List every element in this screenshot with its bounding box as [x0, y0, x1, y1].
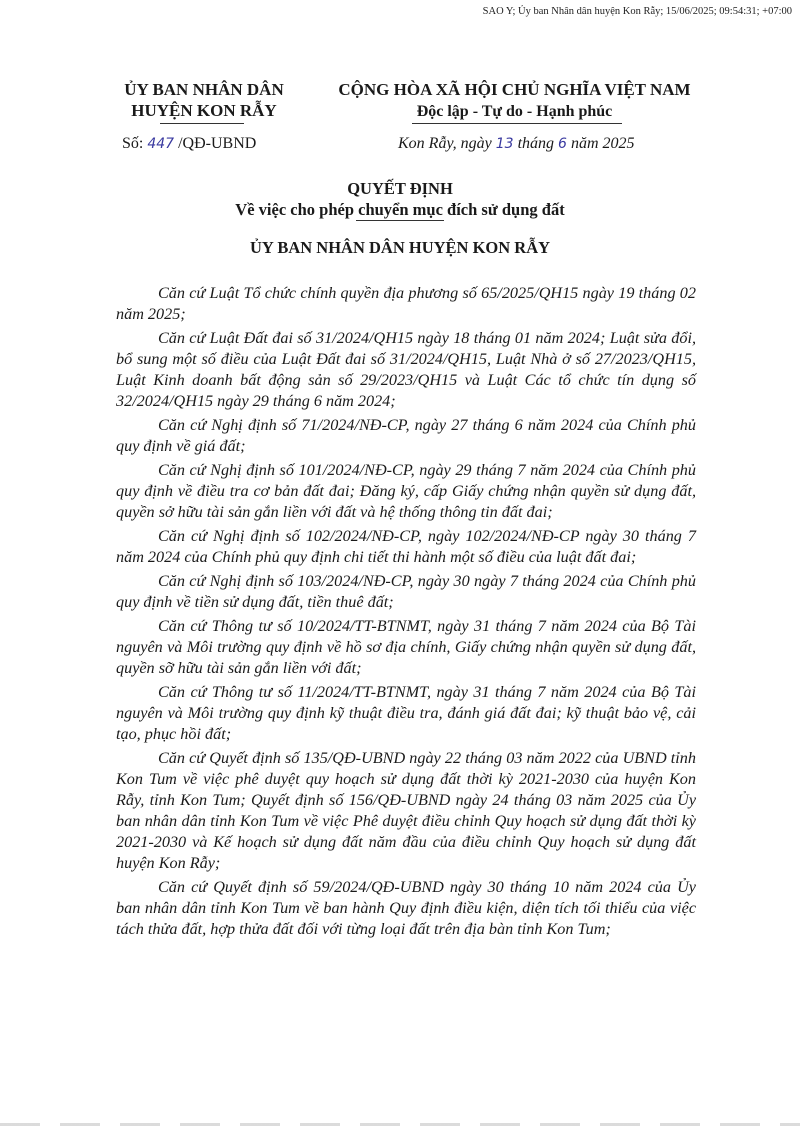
- nation-line-1: CỘNG HÒA XÃ HỘI CHỦ NGHĨA VIỆT NAM: [338, 80, 691, 99]
- date-month-label: tháng: [513, 135, 559, 152]
- legal-basis-paragraph: Căn cứ Quyết định số 135/QĐ-UBND ngày 22 tháng 03 năm 2022 của UBND tỉnh Kon Tum về việc phê duyệt quy hoạch sử dụng đất thời kỳ 2021-2030 của huyện Kon Rẫy, tỉnh Kon Tum; Quyết định số 156/QĐ-UBND ngày 24 tháng 03 năm 2025 của Ủy ban nhân dân tỉnh Kon Tum về việc Phê duyệt điều chỉnh Quy hoạch sử dụng đất thời kỳ 2021-2030 và Kế hoạch sử dụng đất năm đầu của điều chỉnh Quy hoạch sử dụng đất huyện Kon Rẫy;: [116, 749, 696, 872]
- decision-title: QUYẾT ĐỊNH: [347, 179, 453, 198]
- doc-number-handwritten: 447: [147, 136, 175, 152]
- legal-basis-paragraph: Căn cứ Nghị định số 101/2024/NĐ-CP, ngày 29 tháng 7 năm 2024 của Chính phủ quy định về điều tra cơ bản đất đai; Đăng ký, cấp Giấy chứng nhận quyền sử dụng đất, quyền sở hữu tài sản gắn liền với đất và hệ thống thông tin đất đai;: [116, 461, 696, 521]
- motto-underline: [412, 123, 622, 124]
- decision-subject: Về việc cho phép chuyển mục đích sử dụng đất: [235, 200, 565, 219]
- legal-basis-paragraph: Căn cứ Luật Đất đai số 31/2024/QH15 ngày 18 tháng 01 năm 2024; Luật sửa đổi, bổ sung một số điều của Luật Đất đai số 31/2024/QH15, Luật Nhà ở số 27/2023/QH15, Luật Kinh doanh bất động sản số 29/2023/QH15 và Luật Các tổ chức tín dụng số 32/2024/QH15 ngày 29 tháng 6 năm 2024;: [116, 329, 696, 410]
- subject-underline: [356, 220, 444, 221]
- national-motto: Độc lập - Tự do - Hạnh phúc: [416, 103, 613, 120]
- document-title-block: [0, 178, 800, 220]
- date-day-handwritten: 13: [495, 136, 514, 152]
- digital-copy-stamp: SAO Y; Ủy ban Nhân dân huyện Kon Rẫy; 15/06/2025; 09:54:31; +07:00: [482, 6, 792, 17]
- org-line-2: HUYỆN KON RẪY: [131, 101, 277, 120]
- national-header: [312, 79, 717, 122]
- legal-basis-paragraph: Căn cứ Nghị định số 103/2024/NĐ-CP, ngày 30 ngày 7 tháng 2024 của Chính phủ quy định về tiền sử dụng đất, tiền thuê đất;: [116, 572, 696, 611]
- issuing-organization: [104, 79, 304, 121]
- legal-basis-body: [116, 283, 696, 943]
- legal-basis-paragraph: Căn cứ Thông tư số 11/2024/TT-BTNMT, ngày 31 tháng 7 năm 2024 của Bộ Tài nguyên và Môi trường quy định kỹ thuật điều tra, đánh giá đất đai; kỹ thuật bảo vệ, cải tạo, phục hồi đất;: [116, 683, 696, 743]
- document-number: [122, 135, 256, 153]
- org-underline: [160, 123, 244, 124]
- legal-basis-paragraph: Căn cứ Quyết định số 59/2024/QĐ-UBND ngày 30 tháng 10 năm 2024 của Ủy ban nhân dân tỉnh Kon Tum về ban hành Quy định điều kiện, diện tích tối thiểu của việc tách thửa đất, hợp thửa đất đối với từng loại đất trên địa bàn tỉnh Kon Tum;: [116, 878, 696, 938]
- date-month-handwritten: 6: [558, 136, 567, 152]
- legal-basis-paragraph: Căn cứ Nghị định số 102/2024/NĐ-CP, ngày 102/2024/NĐ-CP ngày 30 tháng 7 năm 2024 của Chính phủ quy định chi tiết thi hành một số điều của luật đất đai;: [116, 527, 696, 566]
- date-prefix: Kon Rẫy, ngày: [398, 135, 496, 152]
- doc-number-suffix: /QĐ-UBND: [174, 135, 257, 152]
- document-date: [398, 135, 635, 153]
- legal-basis-paragraph: Căn cứ Thông tư số 10/2024/TT-BTNMT, ngày 31 tháng 7 năm 2024 của Bộ Tài nguyên và Môi trường quy định về hồ sơ địa chính, Giấy chứng nhận quyền sử dụng đất, quyền sỡ hữu tài sản gắn liền với đất;: [116, 617, 696, 677]
- doc-number-prefix: Số:: [122, 135, 148, 152]
- legal-basis-paragraph: Căn cứ Nghị định số 71/2024/NĐ-CP, ngày 27 tháng 6 năm 2024 của Chính phủ quy định về giá đất;: [116, 416, 696, 455]
- issuer-title: ỦY BAN NHÂN DÂN HUYỆN KON RẪY: [249, 238, 551, 257]
- org-line-1: ỦY BAN NHÂN DÂN: [124, 80, 284, 99]
- legal-basis-paragraph: Căn cứ Luật Tổ chức chính quyền địa phương số 65/2025/QH15 ngày 19 tháng 02 năm 2025;: [116, 284, 696, 323]
- date-year: năm 2025: [566, 135, 635, 152]
